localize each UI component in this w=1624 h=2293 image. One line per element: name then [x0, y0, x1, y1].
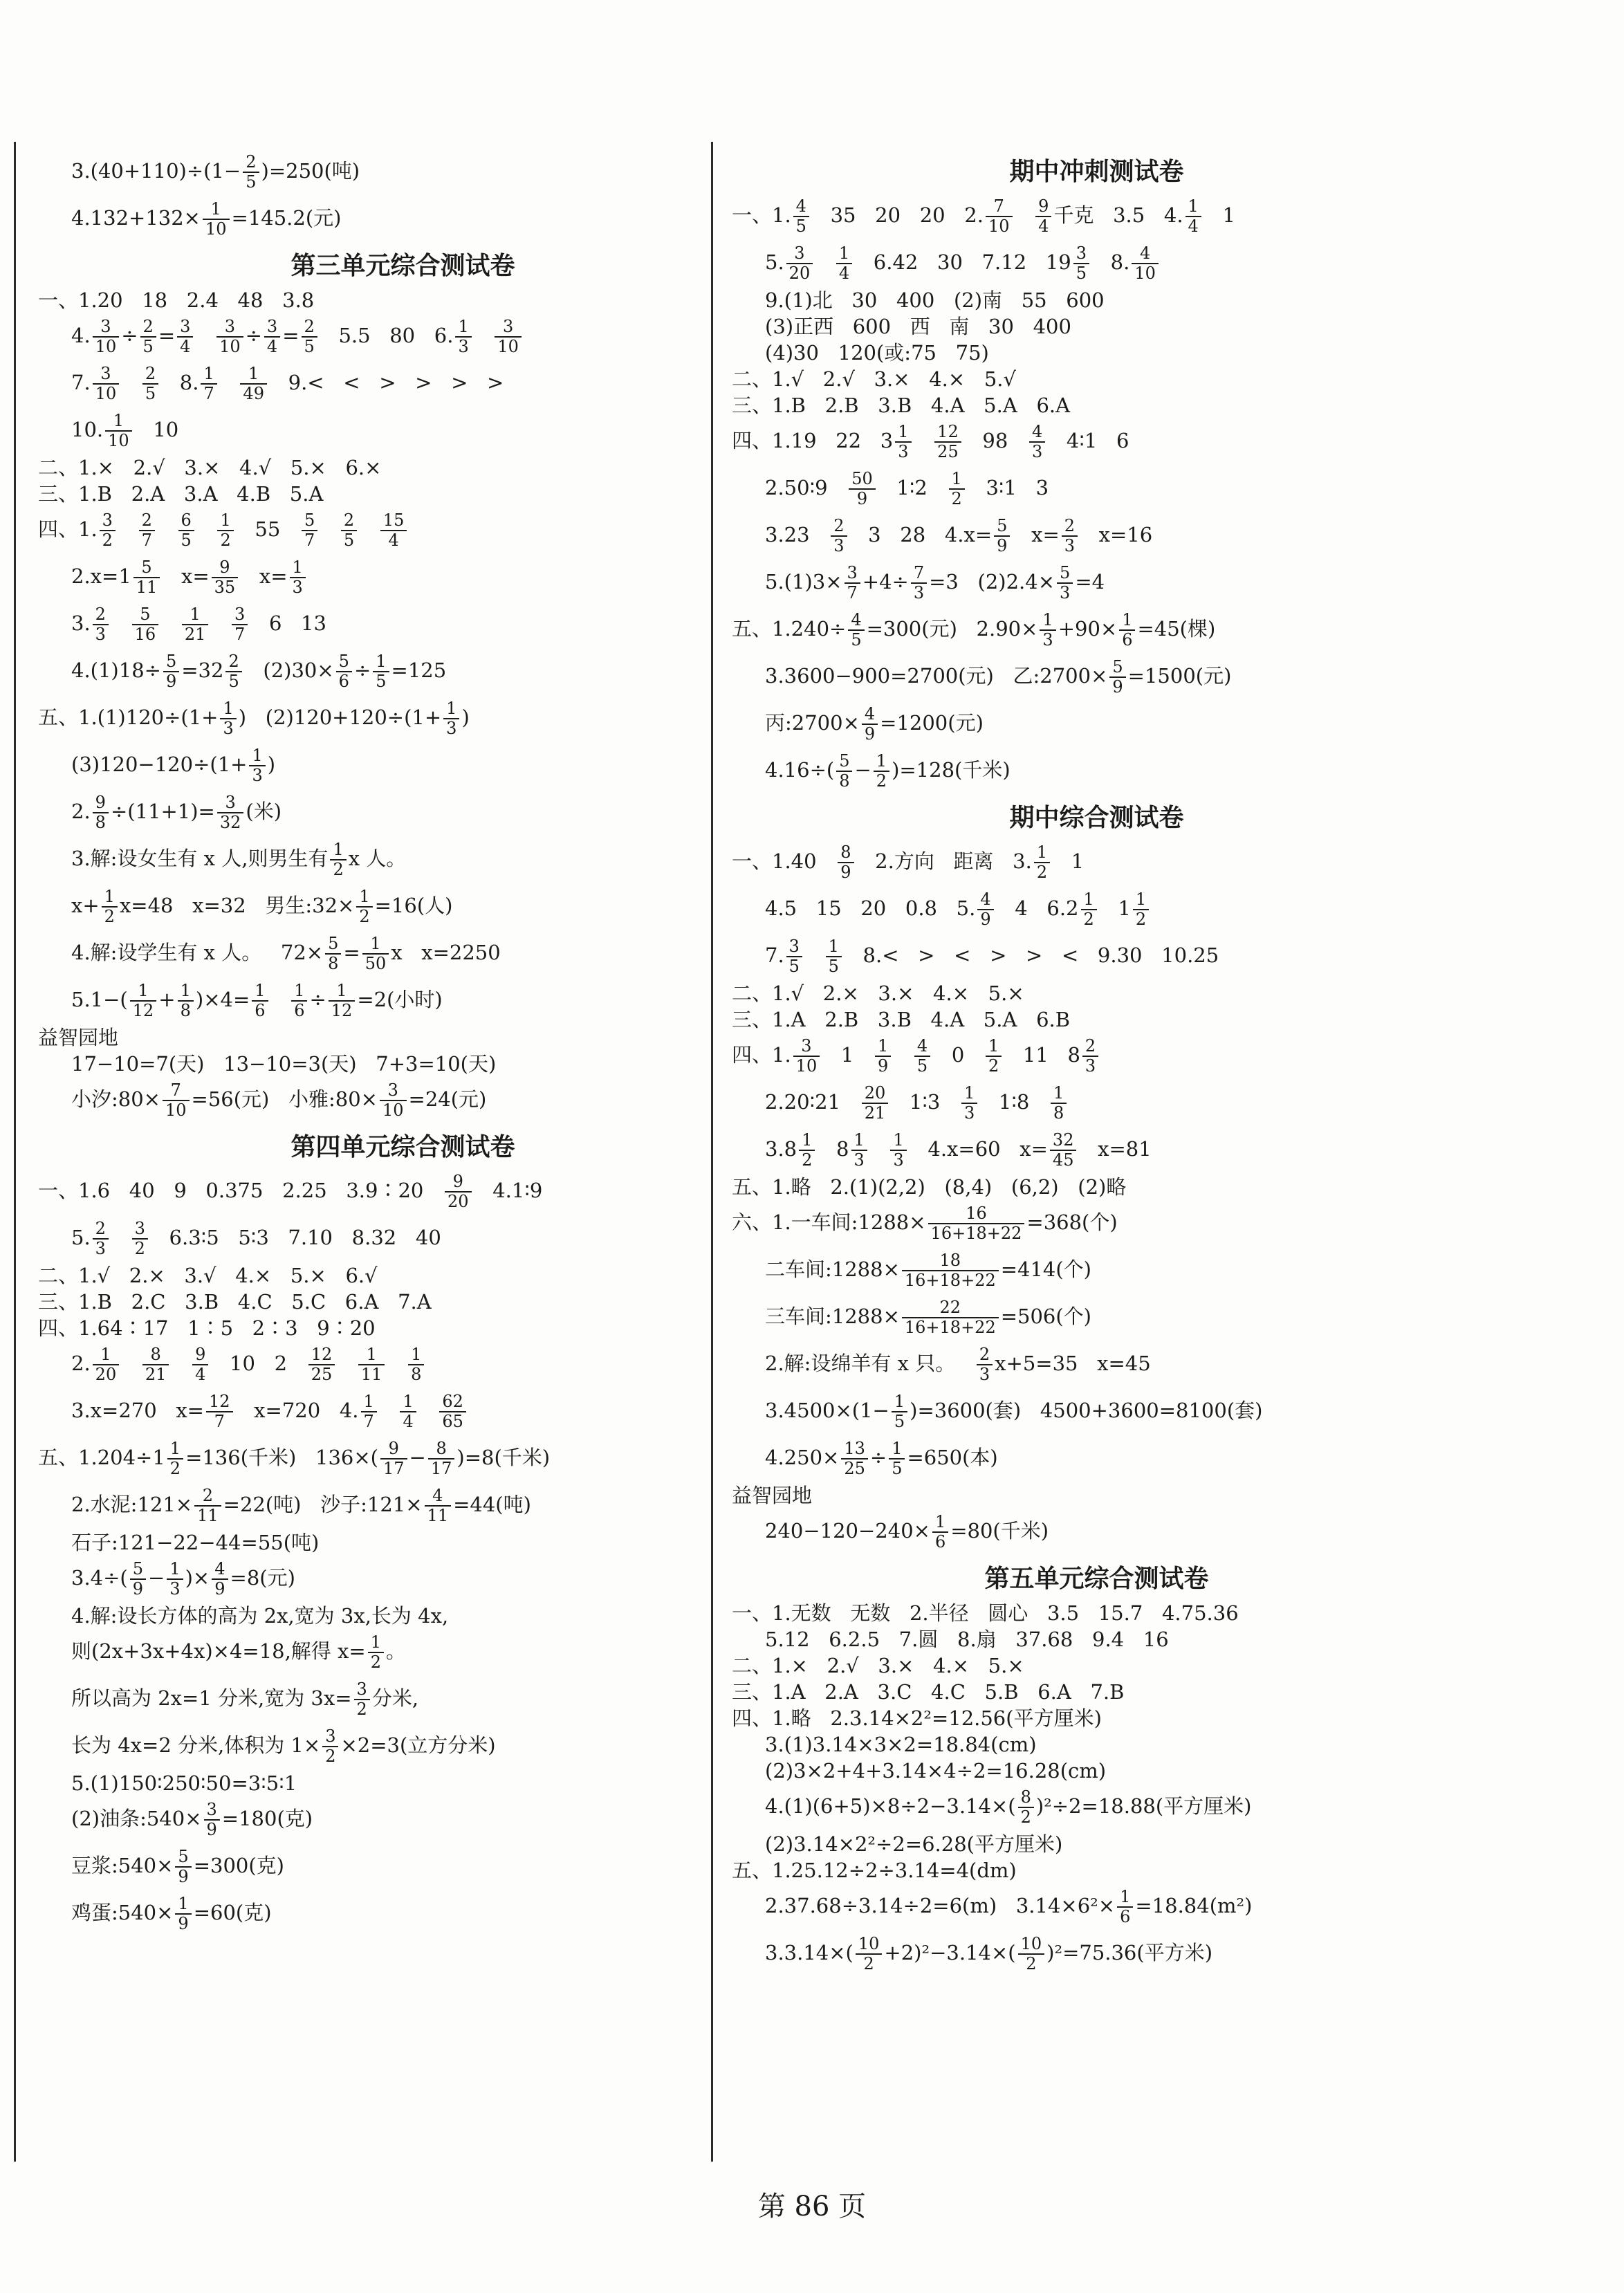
answer-line: 7. $\frac{3}{10}$ $\frac{2}{5}$ 8. $\frac{1}{7}$ $\frac{1}{49}$ 9.< < > > > >: [71, 364, 504, 403]
answer-line: x+ $\frac{1}{2}$ x=48 x=32 男生:32× $\frac{1}{2}$ =16(人): [71, 887, 453, 926]
answer-line: 4.250× $\frac{13}{25}$ ÷ $\frac{1}{5}$ =650(本): [765, 1439, 998, 1478]
fraction: $\frac{1}{10}$: [105, 412, 132, 450]
answer-line: 三、1.B 2.B 3.B 4.A 5.A 6.A: [732, 394, 1071, 417]
answer-line: 五、1.25.12÷2÷3.14=4(dm): [732, 1859, 1017, 1882]
answer-line: 5.(1)150∶250∶50=3∶5∶1: [71, 1771, 297, 1795]
fraction: $\frac{1}{6}$: [291, 982, 307, 1020]
fraction: $\frac{9}{35}$: [212, 558, 239, 597]
fraction: $\frac{1}{5}$: [892, 1392, 907, 1431]
fraction: $\frac{1}{2}$: [986, 1037, 1002, 1076]
answer-line: 3.23 $\frac{2}{3}$ 3 28 4.x= $\frac{5}{9}$ x= $\frac{2}{3}$ x=16: [765, 516, 1153, 555]
fraction: $\frac{10}{2}$: [856, 1935, 883, 1973]
fraction: $\frac{1}{2}$: [1081, 890, 1097, 929]
fraction: $\frac{5}{11}$: [133, 558, 160, 597]
fraction: $\frac{4}{5}$: [848, 611, 864, 650]
answer-line: 3.4÷( $\frac{5}{9}$ − $\frac{1}{3}$ )× $\frac{4}{9}$ =8(元): [71, 1559, 295, 1599]
fraction: $\frac{3}{5}$: [786, 937, 802, 976]
fraction: $\frac{3}{4}$: [177, 317, 193, 356]
answer-line: 3. $\frac{2}{3}$ $\frac{5}{16}$ $\frac{1}{21}$ $\frac{3}{7}$ 6 13: [71, 605, 326, 644]
fraction: $\frac{5}{8}$: [836, 752, 852, 791]
fraction: $\frac{1}{3}$: [220, 699, 236, 738]
answer-line: (2)3×2+4+3.14×4÷2=16.28(cm): [765, 1759, 1107, 1783]
fraction: $\frac{12}{25}$: [308, 1345, 335, 1384]
answer-line: (4)30 120(或:75 75): [765, 341, 989, 365]
answer-line: 四、1.19 22 3 $\frac{1}{3}$ $\frac{12}{25}$ 98 $\frac{4}{3}$ 4∶1 6: [732, 422, 1129, 461]
fraction: $\frac{1}{21}$: [182, 605, 209, 644]
answer-line: 二、1.√ 2.× 3.× 4.× 5.×: [732, 982, 1024, 1005]
answer-line: 7. $\frac{3}{5}$ $\frac{1}{5}$ 8.< > < > > < 9.30 10.25: [765, 937, 1219, 976]
fraction: $\frac{1}{7}$: [201, 365, 216, 403]
answer-line: 四、1. $\frac{3}{10}$ 1 $\frac{1}{9}$ $\frac{4}{5}$ 0 $\frac{1}{2}$ 11 8 $\frac{2}{3}$: [732, 1033, 1461, 1080]
fraction: $\frac{2}{7}$: [139, 511, 155, 550]
fraction: $\frac{1}{9}$: [875, 1037, 891, 1076]
answer-line: 则(2x+3x+4x)×4=18,解得 x= $\frac{1}{2}$ 。: [71, 1632, 406, 1672]
fraction: $\frac{2}{5}$: [302, 317, 317, 356]
fraction: $\frac{5}{9}$: [163, 652, 179, 691]
fraction: $\frac{1}{49}$: [240, 365, 267, 403]
answer-line: 六、1.一车间:1288× $\frac{16}{16+18+22}$ =368(个): [732, 1204, 1118, 1243]
answer-line: 10. $\frac{1}{10}$ 10: [71, 411, 179, 450]
fraction: $\frac{1}{7}$: [361, 1392, 377, 1431]
fraction: $\frac{4}{3}$: [1029, 423, 1045, 461]
answer-line: 三、1.B 2.C 3.B 4.C 5.C 6.A 7.A: [38, 1290, 432, 1314]
fraction: $\frac{1}{2}$: [368, 1633, 384, 1672]
fraction: $\frac{7}{3}$: [911, 564, 927, 602]
answer-line: 3.解:设女生有 x 人,则男生有 $\frac{1}{2}$ x 人。: [71, 840, 407, 879]
fraction: $\frac{1}{2}$: [874, 752, 889, 791]
answer-line: 4.(1)18÷ $\frac{5}{9}$ =32 $\frac{2}{5}$ (2)30× $\frac{5}{6}$ ÷ $\frac{1}{5}$ =125: [71, 652, 447, 691]
answer-line: (2)3.14×2²÷2=6.28(平方厘米): [765, 1832, 1063, 1856]
fraction: $\frac{9}{17}$: [380, 1439, 407, 1478]
answer-line: 二、1.√ 2.× 3.√ 4.× 5.× 6.√: [38, 1264, 378, 1287]
fraction: $\frac{9}{8}$: [93, 793, 109, 832]
fraction: $\frac{3}{10}$: [216, 317, 243, 356]
fraction: $\frac{2}{3}$: [977, 1345, 993, 1384]
fraction: $\frac{1}{9}$: [175, 1895, 191, 1933]
fraction: $\frac{1}{6}$: [1117, 1888, 1133, 1926]
answer-line: 5.12 6.2.5 7.圆 8.扇 37.68 9.4 16: [765, 1628, 1169, 1651]
fraction: $\frac{8}{17}$: [428, 1439, 455, 1478]
fraction: $\frac{1}{2}$: [1034, 843, 1050, 882]
fraction: $\frac{1}{8}$: [178, 982, 194, 1020]
answer-line: 3.(40+110)÷(1− $\frac{2}{5}$ )=250(吨): [71, 152, 360, 192]
answer-line: 3.3.14×( $\frac{10}{2}$ +2)²−3.14×( $\frac{10}{2}$ )²=75.36(平方米): [765, 1934, 1213, 1973]
fraction: $\frac{5}{9}$: [130, 1560, 146, 1599]
answer-line: 三、1.A 2.A 3.C 4.C 5.B 6.A 7.B: [732, 1680, 1125, 1704]
fraction: $\frac{1}{11}$: [358, 1345, 385, 1384]
fraction: $\frac{2}{11}$: [194, 1486, 221, 1525]
fraction: $\frac{1}{3}$: [455, 317, 471, 356]
fraction: $\frac{3}{2}$: [322, 1727, 338, 1766]
fraction: $\frac{1}{3}$: [961, 1084, 977, 1123]
fraction: $\frac{3}{10}$: [793, 1037, 820, 1076]
answer-line: 四、1. $\frac{3}{2}$ $\frac{2}{7}$ $\frac{6}{5}$ $\frac{1}{2}$ 55 $\frac{5}{7}$ $\frac{2}{5}$ $\frac{15}{4}$: [38, 507, 768, 554]
answer-line: 4.解:设学生有 x 人。 72× $\frac{5}{8}$ = $\frac{1}{50}$ x x=2250: [71, 934, 501, 973]
section-heading: 期中冲刺测试卷: [1009, 158, 1184, 186]
left-margin-rule: [14, 142, 16, 2162]
section-heading: 期中综合测试卷: [1009, 804, 1184, 832]
fraction: $\frac{1}{4}$: [400, 1392, 416, 1431]
fraction: $\frac{32}{45}$: [1050, 1131, 1077, 1170]
fraction: $\frac{62}{65}$: [439, 1392, 466, 1431]
fraction: $\frac{3}{2}$: [354, 1680, 370, 1719]
answer-line: 3.3600−900=2700(元) 乙:2700× $\frac{5}{9}$ =1500(元): [765, 657, 1232, 697]
fraction: $\frac{2}{3}$: [93, 1219, 109, 1258]
fraction: $\frac{4}{9}$: [977, 890, 993, 929]
fraction: $\frac{5}{9}$: [1109, 658, 1125, 697]
fraction: $\frac{1}{6}$: [932, 1513, 948, 1551]
answer-line: 一、1.40 $\frac{8}{9}$ 2.方向 距离 3. $\frac{1}{2}$ 1: [732, 842, 1085, 882]
fraction: $\frac{8}{2}$: [1018, 1788, 1034, 1827]
fraction: $\frac{8}{9}$: [838, 843, 853, 882]
fraction: $\frac{2}{3}$: [1082, 1037, 1098, 1076]
answer-line: 二、1.√ 2.√ 3.× 4.× 5.√: [732, 367, 1016, 391]
answer-line: 长为 4x=2 分米,体积为 1× $\frac{3}{2}$ ×2=3(立方分米): [71, 1726, 496, 1766]
answer-line: 五、1.204÷1 $\frac{1}{2}$ =136(千米) 136×( $\frac{9}{17}$ − $\frac{8}{17}$ )=8(千米): [38, 1439, 551, 1478]
fraction: $\frac{1}{2}$: [799, 1131, 815, 1170]
fraction: $\frac{2}{5}$: [142, 365, 158, 403]
answer-line: 3.4500×(1− $\frac{1}{5}$ )=3600(套) 4500+3600=8100(套): [765, 1392, 1263, 1431]
answer-line: 2.20∶21 $\frac{20}{21}$ 1∶3 $\frac{1}{3}$ 1∶8 $\frac{1}{8}$: [732, 1080, 1461, 1127]
answer-line: 2. $\frac{1}{20}$ $\frac{8}{21}$ $\frac{9}{4}$ 10 2 $\frac{12}{25}$ $\frac{1}{11}$ $\frac{1}{8}$: [38, 1341, 768, 1388]
answer-line: 5.(1)3× $\frac{3}{7}$ +4÷ $\frac{7}{3}$ =3 (2)2.4× $\frac{5}{3}$ =4: [765, 563, 1105, 602]
answer-line: 五、1.略 2.(1)(2,2) (8,4) (6,2) (2)略: [732, 1175, 1127, 1199]
fraction: $\frac{5}{16}$: [132, 605, 159, 644]
fraction: $\frac{1}{10}$: [203, 200, 230, 239]
fraction: $\frac{2}{3}$: [93, 605, 109, 644]
fraction: $\frac{1}{2}$: [167, 1439, 183, 1478]
fraction: $\frac{1}{5}$: [826, 937, 842, 976]
right-column: [732, 149, 1461, 1978]
answer-line: 5. $\frac{3}{20}$ $\frac{1}{4}$ 6.42 30 7.12 19 $\frac{3}{5}$ 8. $\frac{4}{10}$: [732, 240, 1461, 287]
fraction: $\frac{1}{3}$: [249, 746, 265, 785]
fraction: $\frac{1}{8}$: [408, 1345, 424, 1384]
fraction: $\frac{3}{32}$: [217, 793, 244, 832]
answer-line: 17−10=7(天) 13−10=3(天) 7+3=10(天): [71, 1052, 497, 1076]
fraction: $\frac{1}{12}$: [329, 982, 356, 1020]
fraction: $\frac{9}{20}$: [445, 1172, 472, 1211]
fraction: $\frac{4}{5}$: [914, 1037, 930, 1076]
fraction: $\frac{1}{4}$: [836, 244, 852, 283]
answer-line: 一、1.6 40 9 0.375 2.25 3.9∶20 $\frac{9}{20}$ 4.1∶9: [38, 1172, 543, 1211]
answer-line: 4.(1)(6+5)×8÷2−3.14×( $\frac{8}{2}$ )²÷2=18.88(平方厘米): [765, 1787, 1252, 1827]
fraction: $\frac{1}{3}$: [1040, 611, 1055, 650]
fraction: $\frac{2}{5}$: [341, 511, 357, 550]
fraction: $\frac{18}{16+18+22}$: [902, 1251, 999, 1290]
answer-line: 五、1.(1)120÷(1+ $\frac{1}{3}$ ) (2)120+120÷(1+ $\frac{1}{3}$ ): [38, 699, 470, 738]
answer-line: 5.1−( $\frac{1}{12}$ + $\frac{1}{8}$ )×4= $\frac{1}{6}$ $\frac{1}{6}$ ÷ $\frac{1}{12}$ =2(小时): [71, 981, 443, 1020]
answer-line: 2.50∶9 $\frac{50}{9}$ 1∶2 $\frac{1}{2}$ 3∶1 3: [765, 469, 1049, 508]
answer-line: 5. $\frac{2}{3}$ $\frac{3}{2}$ 6.3∶5 5∶3 7.10 8.32 40: [71, 1219, 441, 1258]
fraction: $\frac{7}{10}$: [986, 197, 1013, 236]
fraction: $\frac{1}{3}$: [290, 558, 306, 597]
fraction: $\frac{4}{5}$: [793, 197, 809, 236]
fraction: $\frac{1}{5}$: [889, 1439, 905, 1478]
fraction: $\frac{12}{25}$: [934, 423, 961, 461]
answer-line: 2. $\frac{9}{8}$ ÷(11+1)= $\frac{3}{32}$ (米): [71, 793, 282, 832]
answer-line: 小汐:80× $\frac{7}{10}$ =56(元) 小雅:80× $\frac{3}{10}$ =24(元): [71, 1080, 487, 1120]
answer-line: 豆浆:540× $\frac{5}{9}$ =300(克): [71, 1847, 284, 1886]
answer-line: 3.(1)3.14×3×2=18.84(cm): [765, 1733, 1037, 1756]
answer-line: 一、1.20 18 2.4 48 3.8: [38, 288, 315, 312]
fraction: $\frac{1}{3}$: [890, 1131, 906, 1170]
fraction: $\frac{7}{10}$: [163, 1081, 190, 1120]
fraction: $\frac{1}{2}$: [330, 840, 346, 879]
answer-line: 四、1.略 2.3.14×2²=12.56(平方厘米): [732, 1706, 1102, 1730]
left-column: [38, 149, 768, 1937]
answer-line: 石子:121−22−44=55(吨): [71, 1531, 320, 1554]
fraction: $\frac{1}{3}$: [851, 1131, 867, 1170]
fraction: $\frac{22}{16+18+22}$: [902, 1298, 999, 1337]
fraction: $\frac{2}{5}$: [243, 153, 259, 192]
fraction: $\frac{1}{8}$: [1051, 1084, 1067, 1123]
section-heading: 第五单元综合测试卷: [984, 1565, 1209, 1593]
fraction: $\frac{5}{8}$: [325, 934, 341, 973]
answer-line: 3.8 $\frac{1}{2}$ 8 $\frac{1}{3}$ $\frac{1}{3}$ 4.x=60 x= $\frac{32}{45}$ x=81: [765, 1130, 1152, 1170]
fraction: $\frac{2}{5}$: [140, 317, 156, 356]
answer-line: 所以高为 2x=1 分米,宽为 3x= $\frac{3}{2}$ 分米,: [71, 1679, 419, 1719]
fraction: $\frac{1}{2}$: [949, 470, 965, 508]
answer-line: 丙:2700× $\frac{4}{9}$ =1200(元): [765, 704, 984, 744]
answer-line: 三、1.B 2.A 3.A 4.B 5.A: [38, 482, 324, 506]
fraction: $\frac{4}{9}$: [212, 1560, 228, 1599]
fraction: $\frac{13}{25}$: [841, 1439, 868, 1478]
fraction: $\frac{3}{10}$: [380, 1081, 407, 1120]
section-heading: 第三单元综合测试卷: [290, 252, 515, 280]
fraction: $\frac{1}{2}$: [217, 511, 233, 550]
answer-line: 3.x=270 x= $\frac{12}{7}$ x=720 4. $\frac{1}{7}$ $\frac{1}{4}$ $\frac{62}{65}$: [38, 1388, 768, 1435]
fraction: $\frac{1}{2}$: [102, 887, 118, 926]
fraction: $\frac{1}{20}$: [93, 1345, 120, 1384]
fraction: $\frac{1}{2}$: [1133, 890, 1149, 929]
section-heading: 第四单元综合测试卷: [290, 1133, 515, 1161]
fraction: $\frac{4}{10}$: [1132, 244, 1159, 283]
fraction: $\frac{1}{6}$: [252, 982, 268, 1020]
fraction: $\frac{3}{10}$: [93, 365, 120, 403]
fraction: $\frac{1}{6}$: [1119, 611, 1135, 650]
fraction: $\frac{2}{3}$: [1062, 517, 1078, 555]
answer-line: 鸡蛋:540× $\frac{1}{9}$ =60(克): [71, 1894, 272, 1933]
fraction: $\frac{20}{21}$: [862, 1084, 889, 1123]
answer-line: 4.16÷( $\frac{5}{8}$ − $\frac{1}{2}$ )=128(千米): [765, 751, 1011, 791]
page-number: 第 86 页: [757, 2191, 867, 2222]
fraction: $\frac{1}{50}$: [362, 934, 389, 973]
fraction: $\frac{16}{16+18+22}$: [928, 1204, 1025, 1243]
answer-line: 五、1.240÷ $\frac{4}{5}$ =300(元) 2.90× $\frac{1}{3}$ +90× $\frac{1}{6}$ =45(棵): [732, 610, 1216, 650]
answer-line: 2.水泥:121× $\frac{2}{11}$ =22(吨) 沙子:121× $\frac{4}{11}$ =44(吨): [71, 1486, 531, 1525]
answer-line: 4. $\frac{3}{10}$ ÷ $\frac{2}{5}$ = $\frac{3}{4}$ $\frac{3}{10}$ ÷ $\frac{3}{4}$ = $\frac{2}{5}$ 5.5 80 6. $\frac{1}{3}$ $\frac{3}{10}$: [38, 313, 768, 360]
fraction: $\frac{3}{10}$: [93, 317, 120, 356]
fraction: $\frac{8}{21}$: [142, 1345, 169, 1384]
fraction: $\frac{1}{3}$: [167, 1560, 183, 1599]
fraction: $\frac{50}{9}$: [849, 470, 876, 508]
answer-line: 4.5 15 20 0.8 5. $\frac{4}{9}$ 4 6.2 $\frac{1}{2}$ 1 $\frac{1}{2}$: [732, 886, 1461, 933]
fraction: $\frac{3}{2}$: [100, 511, 116, 550]
answer-line: (3)正西 600 西 南 30 400: [765, 315, 1071, 338]
answer-line: 二、1.× 2.√ 3.× 4.× 5.×: [732, 1654, 1024, 1677]
fraction: $\frac{5}{9}$: [994, 517, 1010, 555]
answer-line: (2)油条:540× $\frac{3}{9}$ =180(克): [71, 1800, 313, 1839]
fraction: $\frac{3}{7}$: [232, 605, 248, 644]
answer-line: 一、1.无数 无数 2.半径 圆心 3.5 15.7 4.75.36: [732, 1601, 1239, 1625]
fraction: $\frac{9}{4}$: [192, 1345, 208, 1384]
answer-line: 二车间:1288× $\frac{18}{16+18+22}$ =414(个): [765, 1251, 1091, 1290]
fraction: $\frac{12}{7}$: [206, 1392, 233, 1431]
fraction: $\frac{1}{5}$: [373, 652, 389, 691]
fraction: $\frac{10}{2}$: [1018, 1935, 1045, 1973]
answer-line: 益智园地: [732, 1484, 813, 1507]
fraction: $\frac{5}{6}$: [336, 652, 352, 691]
fraction: $\frac{1}{3}$: [443, 699, 459, 738]
fraction: $\frac{3}{4}$: [264, 317, 280, 356]
fraction: $\frac{3}{10}$: [495, 317, 522, 356]
fraction: $\frac{1}{12}$: [130, 982, 157, 1020]
fraction: $\frac{4}{9}$: [862, 705, 878, 744]
answer-line: 2.解:设绵羊有 x 只。 $\frac{2}{3}$ x+5=35 x=45: [765, 1345, 1151, 1384]
fraction: $\frac{3}{7}$: [845, 564, 860, 602]
fraction: $\frac{5}{7}$: [302, 511, 317, 550]
fraction: $\frac{5}{9}$: [175, 1848, 191, 1886]
answer-line: 2.37.68÷3.14÷2=6(m) 3.14×6²× $\frac{1}{6}$ =18.84(m²): [765, 1887, 1253, 1926]
answer-line: 一、1. $\frac{4}{5}$ 35 20 20 2. $\frac{7}{10}$ $\frac{9}{4}$ 千克 3.5 4. $\frac{1}{4}$ 1: [732, 196, 1235, 236]
fraction: $\frac{3}{20}$: [786, 244, 813, 283]
fraction: $\frac{4}{11}$: [425, 1486, 452, 1525]
fraction: $\frac{3}{9}$: [204, 1801, 220, 1839]
answer-line: 三车间:1288× $\frac{22}{16+18+22}$ =506(个): [765, 1298, 1091, 1337]
fraction: $\frac{9}{4}$: [1035, 197, 1051, 236]
answer-line: 二、1.× 2.√ 3.× 4.√ 5.× 6.×: [38, 456, 382, 479]
answer-line: 2.x=1 $\frac{5}{11}$ x= $\frac{9}{35}$ x= $\frac{1}{3}$: [38, 554, 768, 601]
fraction: $\frac{1}{2}$: [356, 887, 372, 926]
fraction: $\frac{1}{4}$: [1185, 197, 1201, 236]
answer-line: 三、1.A 2.B 3.B 4.A 5.A 6.B: [732, 1008, 1071, 1031]
answer-line: 益智园地: [38, 1026, 119, 1049]
fraction: $\frac{6}{5}$: [178, 511, 194, 550]
answer-line: 4.解:设长方体的高为 2x,宽为 3x,长为 4x,: [71, 1604, 449, 1628]
answer-line: 9.(1)北 30 400 (2)南 55 600: [765, 288, 1105, 312]
answer-line: (3)120−120÷(1+ $\frac{1}{3}$ ): [71, 746, 276, 785]
answer-line: 4.132+132× $\frac{1}{10}$ =145.2(元): [71, 199, 342, 239]
answer-line: 240−120−240× $\frac{1}{6}$ =80(千米): [765, 1512, 1049, 1551]
fraction: $\frac{15}{4}$: [380, 511, 407, 550]
fraction: $\frac{3}{2}$: [132, 1219, 148, 1258]
fraction: $\frac{2}{5}$: [225, 652, 241, 691]
fraction: $\frac{2}{3}$: [831, 517, 847, 555]
fraction: $\frac{5}{3}$: [1057, 564, 1073, 602]
fraction: $\frac{3}{5}$: [1073, 244, 1089, 283]
answer-line: 四、1.64∶17 1∶5 2∶3 9∶20: [38, 1316, 376, 1340]
fraction: $\frac{1}{3}$: [895, 423, 911, 461]
